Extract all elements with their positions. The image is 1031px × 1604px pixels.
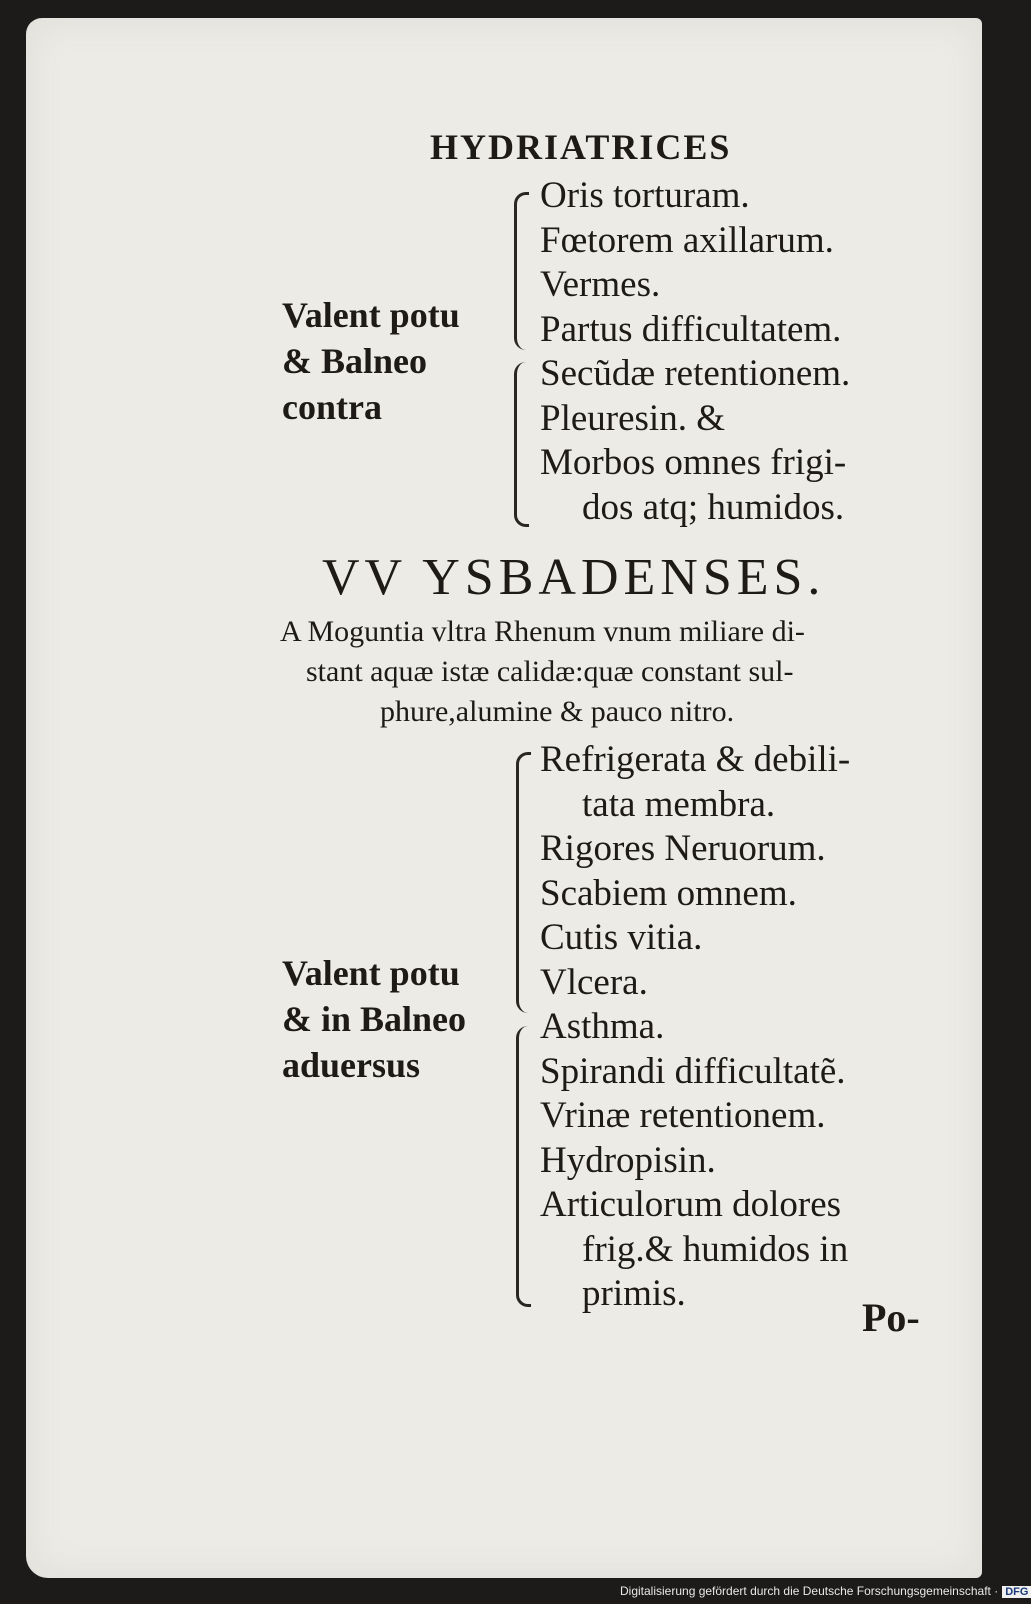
list-item: Scabiem omnem.: [540, 872, 797, 914]
block2-label: [282, 950, 466, 1088]
list-item: Pleuresin. &: [540, 397, 725, 439]
list-item: Vlcera.: [540, 961, 648, 1003]
block1-label-line: contra: [282, 387, 382, 427]
list-item: Rigores Neruorum.: [540, 828, 826, 869]
running-title: HYDRIATRICES: [430, 127, 732, 167]
list-item: Vrinæ retentionem.: [540, 1095, 826, 1136]
list-item: Morbos omnes frigi-: [540, 442, 847, 483]
list-item: Hydropisin.: [540, 1139, 716, 1181]
block1-label: [282, 292, 460, 430]
block2-list: [540, 738, 850, 1317]
list-item: Fœtorem axillarum.: [540, 219, 834, 261]
block2-label-line: aduersus: [282, 1045, 421, 1085]
block1-label-line: & Balneo: [282, 341, 428, 381]
section-intro: [280, 612, 940, 732]
list-item: tata membra.: [582, 783, 776, 825]
list-item: frig.& humidos in: [582, 1228, 849, 1270]
block2-brace-upper: [516, 752, 531, 1013]
list-item: Cutis vitia.: [540, 917, 703, 958]
list-item: Partus difficultatem.: [540, 308, 842, 350]
list-item: Secũdæ retentionem.: [540, 353, 851, 394]
intro-line: stant aquæ istæ calidæ:quæ constant sul-: [306, 655, 794, 688]
intro-line: A Moguntia vltra Rhenum vnum miliare di-: [280, 615, 805, 648]
list-item: Spirandi difficultatẽ.: [540, 1050, 846, 1092]
block1-list: [540, 174, 850, 530]
block2-label-line: Valent potu: [282, 953, 460, 993]
intro-line: phure,alumine & pauco nitro.: [380, 695, 735, 728]
catchword: Po-: [862, 1295, 920, 1340]
dfg-logo: DFG: [1002, 1586, 1031, 1598]
list-item: dos atq; humidos.: [582, 486, 845, 528]
block1-brace-upper: [514, 192, 529, 350]
digitization-credit: [620, 1584, 1031, 1598]
list-item: Asthma.: [540, 1006, 665, 1047]
block1-brace-lower: [514, 362, 529, 527]
list-item: Refrigerata & debili-: [540, 739, 851, 780]
section-title: VV YSBADENSES.: [322, 549, 826, 606]
block2-brace-lower: [516, 1026, 531, 1307]
list-item: Vermes.: [540, 264, 661, 305]
list-item: Articulorum dolores: [540, 1184, 842, 1225]
credit-text: Digitalisierung gefördert durch die Deutsche Forschungsgemeinschaft ·: [620, 1584, 999, 1598]
block2-label-line: & in Balneo: [282, 999, 467, 1039]
block1-label-line: Valent potu: [282, 295, 460, 335]
list-item: primis.: [582, 1273, 686, 1314]
list-item: Oris torturam.: [540, 175, 750, 216]
